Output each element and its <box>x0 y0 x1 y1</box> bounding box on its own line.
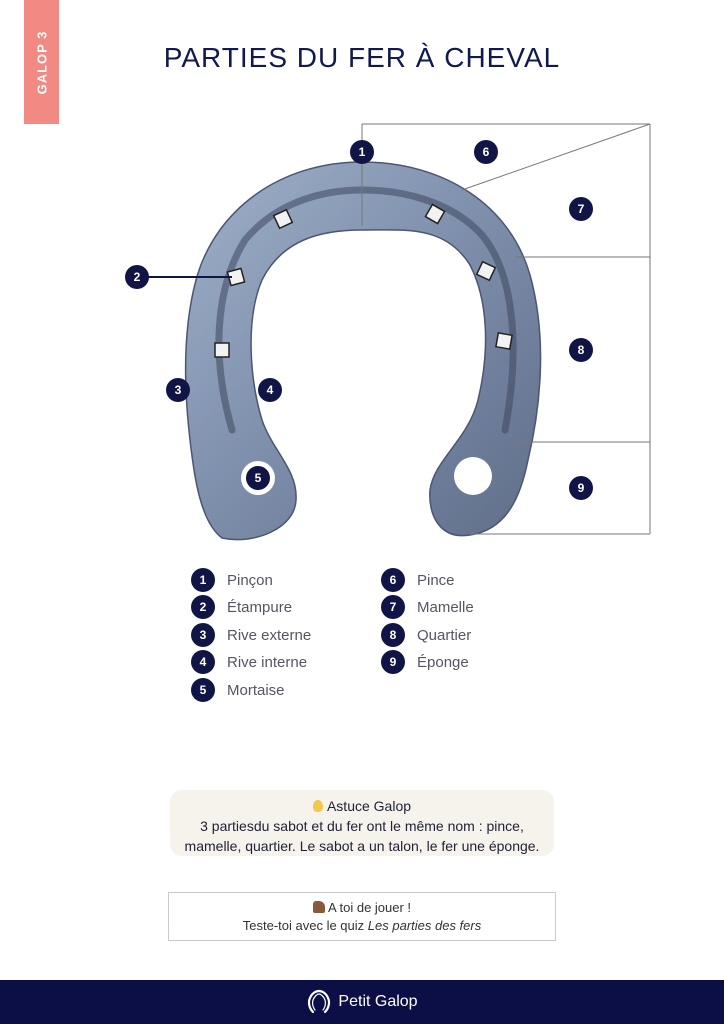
marker-7 <box>569 197 593 221</box>
quiz-link-box[interactable] <box>168 892 556 941</box>
lightbulb-icon <box>313 800 323 812</box>
horseshoe-logo-icon <box>306 989 332 1015</box>
legend-item-rive-interne <box>191 650 307 674</box>
legend-item-quartier <box>381 623 471 647</box>
legend-number: 8 <box>381 623 405 647</box>
legend-number: 2 <box>191 595 215 619</box>
legend-number: 9 <box>381 650 405 674</box>
legend-number: 5 <box>191 678 215 702</box>
legend-label: Mamelle <box>417 598 474 616</box>
svg-text:5: 5 <box>254 471 262 485</box>
marker-9 <box>569 476 593 500</box>
legend-label: Rive externe <box>227 626 312 644</box>
tip-box <box>170 790 554 856</box>
legend-label: Pince <box>417 571 455 589</box>
marker-3 <box>166 378 190 402</box>
marker-1 <box>350 140 374 164</box>
legend-item-rive-externe <box>191 623 311 647</box>
footer-brand[interactable]: Petit Galop <box>338 993 418 1010</box>
svg-text:3: 3 <box>174 383 182 397</box>
legend-item-eponge <box>381 650 469 674</box>
svg-text:8: 8 <box>577 343 585 357</box>
quiz-heading-row <box>169 899 555 917</box>
marker-4 <box>258 378 282 402</box>
footer-bar <box>0 980 724 1024</box>
legend-number: 4 <box>191 650 215 674</box>
legend-number: 6 <box>381 568 405 592</box>
legend-item-pincon <box>191 568 273 592</box>
marker-6 <box>474 140 498 164</box>
svg-text:4: 4 <box>266 383 274 397</box>
tip-heading-row <box>170 796 554 816</box>
marker-2 <box>125 265 149 289</box>
legend-label: Quartier <box>417 626 472 644</box>
page-title: PARTIES DU FER À CHEVAL <box>163 42 561 73</box>
svg-text:1: 1 <box>358 145 366 159</box>
legend-label: Étampure <box>227 598 293 616</box>
legend-number: 3 <box>191 623 215 647</box>
svg-text:7: 7 <box>577 202 585 216</box>
tip-line-2: mamelle, quartier. Le sabot a un talon, le fer une éponge. <box>184 838 540 854</box>
legend-item-pince <box>381 568 455 592</box>
marker-8 <box>569 338 593 362</box>
quiz-name-link[interactable]: Les parties des fers <box>367 918 482 933</box>
quiz-heading: A toi de jouer ! <box>327 900 412 915</box>
svg-text:9: 9 <box>577 481 585 495</box>
legend-label: Rive interne <box>227 653 308 671</box>
quiz-text <box>169 917 555 935</box>
legend-label: Mortaise <box>227 681 285 699</box>
svg-text:6: 6 <box>482 145 490 159</box>
legend-label: Pinçon <box>227 571 273 589</box>
marker-5 <box>246 466 270 490</box>
horseshoe-diagram <box>0 110 724 550</box>
tip-heading: Astuce Galop <box>326 798 412 814</box>
quiz-text-prefix: Teste-toi avec le quiz <box>242 918 368 933</box>
legend-item-etampure <box>191 595 292 619</box>
legend-label: Éponge <box>417 653 469 671</box>
horse-icon <box>313 901 325 913</box>
svg-text:2: 2 <box>133 270 141 284</box>
legend-item-mortaise <box>191 678 285 702</box>
legend-number: 7 <box>381 595 405 619</box>
galop-level-label: GALOP 3 <box>34 30 49 94</box>
tip-line-1: 3 partiesdu sabot et du fer ont le même nom : pince, <box>200 818 524 834</box>
legend-number: 1 <box>191 568 215 592</box>
legend-item-mamelle <box>381 595 474 619</box>
